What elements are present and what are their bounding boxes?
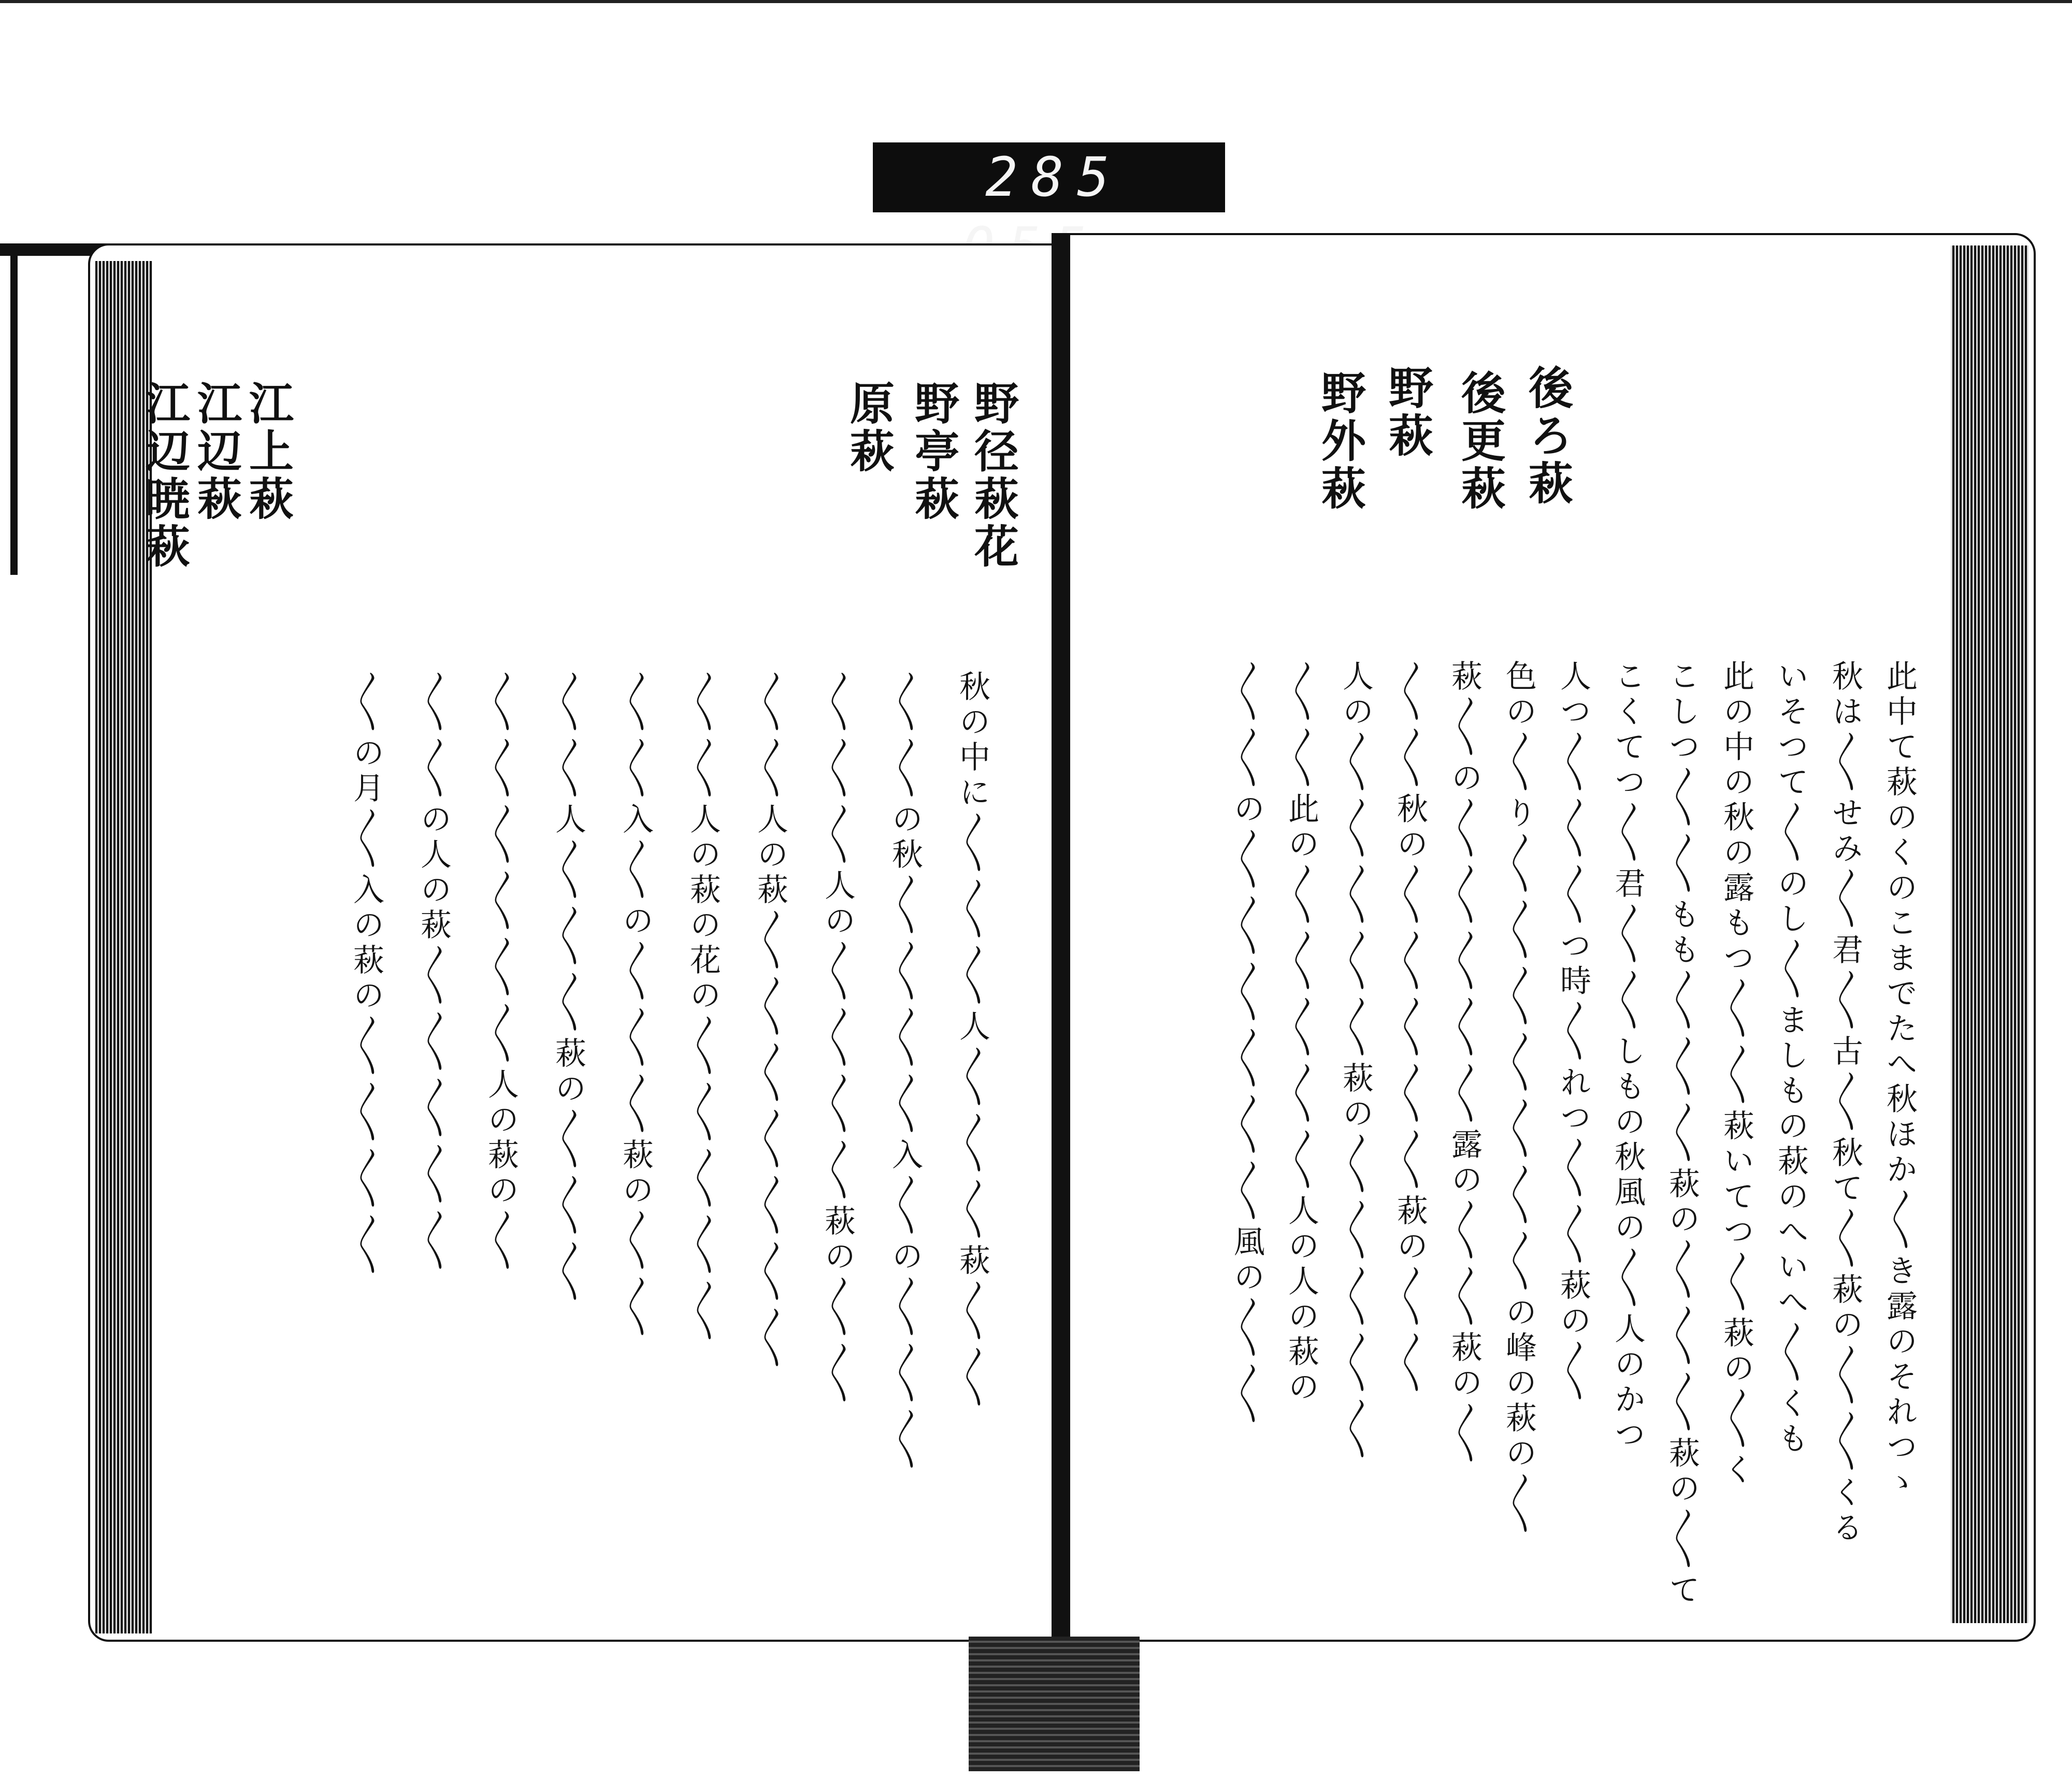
left-heading: 江辺萩: [190, 380, 242, 523]
right-poem-column: 此中て萩のくのこまでたへ秋ほか〳〵き露のそれつゝ: [1881, 660, 1918, 1501]
left-poem-column: 〳〵〳〵人の萩〳〵〳〵〳〵〳〵〳〵〳〵〳〵: [752, 670, 788, 1372]
book-gutter: [1052, 233, 1070, 1642]
right-poem-column: 此の中の秋の露もつ〳〵〳〵萩いてつ〳〵萩の〳〵く: [1718, 660, 1754, 1488]
right-poem-column: 秋は〳〵せみ〳〵君〳〵古〳〵秋て〳〵萩の〳〵〳〵くる: [1827, 660, 1863, 1546]
left-heading: 江辺暁萩: [138, 380, 190, 571]
right-poem-column: こしつ〳〵〳〵もも〳〵〳〵〳〵萩の〳〵〳〵〳〵萩の〳〵て: [1664, 660, 1700, 1609]
right-poem-column: 〳〵〳〵秋の〳〵〳〵〳〵〳〵〳〵萩の〳〵〳〵: [1392, 660, 1428, 1397]
right-poem-column: こくてつ〳〵君〳〵〳〵しもの秋風の〳〵人のかつ: [1609, 660, 1646, 1453]
left-poem-column: 〳〵〳〵〳〵人の〳〵〳〵〳〵〳〵萩の〳〵〳〵: [819, 670, 856, 1408]
right-poem-column: 萩〳〵の〳〵〳〵〳〵〳〵〳〵露の〳〵〳〵萩の〳〵: [1446, 660, 1483, 1468]
right-heading: 野外萩: [1314, 370, 1366, 513]
right-poem-column: 色の〳〵り〳〵〳〵〳〵〳〵〳〵〳〵〳〵の峰の萩の〳〵: [1501, 660, 1537, 1538]
left-poem-column: 〳〵の月〳〵入の萩の〳〵〳〵〳〵〳〵: [348, 670, 384, 1279]
left-heading: 野径萩花: [967, 380, 1019, 571]
left-poem-column: 〳〵〳〵入〳〵の〳〵〳〵〳〵萩の〳〵〳〵: [617, 670, 654, 1341]
left-page: [88, 243, 1062, 1642]
left-heading: 野亭萩: [907, 380, 959, 523]
gutter-foot: [969, 1637, 1140, 1771]
right-heading: 野萩: [1381, 365, 1433, 460]
left-heading: 江上萩: [241, 380, 294, 523]
open-book: [88, 233, 2036, 1662]
right-heading: 後ろ萩: [1521, 365, 1573, 508]
right-page-edge: [1951, 245, 2028, 1623]
right-poem-column: 人つ〳〵〳〵〳〵つ時〳〵れつ〳〵〳〵萩の〳〵: [1555, 660, 1591, 1406]
right-page: [1062, 233, 2036, 1642]
right-poem-column: 〳〵〳〵此の〳〵〳〵〳〵〳〵〳〵人の人の萩の: [1283, 660, 1319, 1406]
right-poem-column: 〳〵〳〵の〳〵〳〵〳〵〳〵〳〵〳〵風の〳〵〳〵: [1229, 660, 1265, 1428]
left-poem-column: 秋の中に〳〵〳〵〳〵人〳〵〳〵〳〵萩〳〵〳〵: [954, 670, 990, 1412]
left-poem-column: 〳〵〳〵の人の萩〳〵〳〵〳〵〳〵〳〵: [415, 670, 452, 1275]
right-heading: 後更萩: [1454, 370, 1506, 513]
frame-label: 285: [873, 142, 1225, 212]
left-poem-column: 〳〵〳〵〳〵〳〵〳〵〳〵人の萩の〳〵: [483, 670, 519, 1275]
right-poem-column: いそつて〳〵のし〳〵ましもの萩のへいへ〳〵くも: [1773, 660, 1809, 1457]
left-poem-column: 〳〵〳〵人〳〵〳〵〳〵萩の〳〵〳〵〳〵: [550, 670, 586, 1306]
top-rule: [0, 0, 2072, 3]
left-heading: 原萩: [842, 380, 895, 475]
left-bracket-vertical: [10, 243, 18, 575]
right-poem-column: 人の〳〵〳〵〳〵〳〵〳〵萩の〳〵〳〵〳〵〳〵〳〵: [1337, 660, 1374, 1464]
left-poem-column: 〳〵〳〵人の萩の花の〳〵〳〵〳〵〳〵〳〵: [685, 670, 721, 1346]
left-poem-column: 〳〵〳〵の秋〳〵〳〵〳〵〳〵入〳〵の〳〵〳〵〳〵: [887, 670, 923, 1474]
